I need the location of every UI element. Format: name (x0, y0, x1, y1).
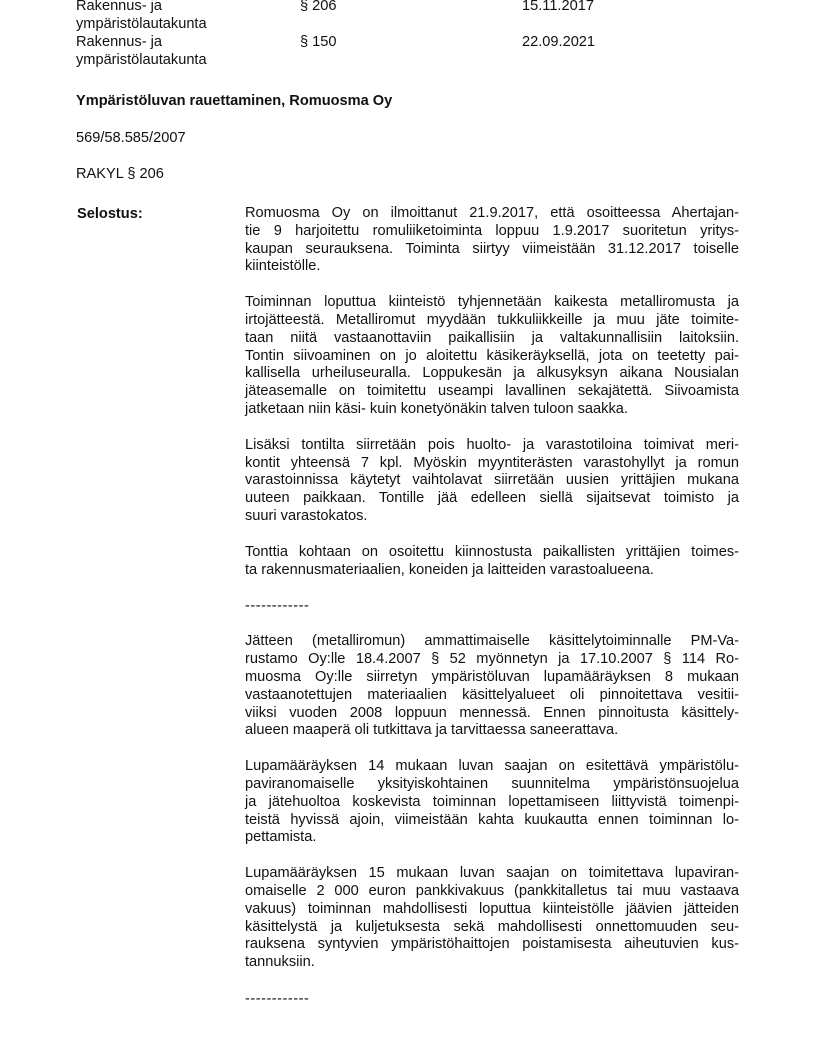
paragraph (245, 294, 739, 419)
paragraph (245, 633, 739, 740)
text-line: Lupamääräyksen 14 mukaan luvan saajan on esitettävä ympäristölu- (245, 758, 739, 775)
paragraph (245, 437, 739, 526)
history-section: § 206 (300, 0, 337, 14)
text-line: muosma Oy:lle siirretyn ympäristöluvan lupamääräyksen 8 mukaan (245, 668, 739, 685)
item-title: Ympäristöluvan rauettaminen, Romuosma Oy (76, 93, 393, 109)
text-line: käsittelystä ja kuljetuksesta sekä mahdollisesti onnettomuuden seu- (245, 918, 739, 935)
history-date: 15.11.2017 (522, 0, 594, 14)
text-line: Jätteen (metalliromun) ammattimaiselle käsittelytoiminnalle PM-Va- (245, 633, 739, 650)
selostus-body (245, 205, 739, 1026)
text-line: jäteasemalle on toimitettu useampi lavallinen sekajätettä. Siivoamista (245, 383, 739, 400)
text-line: tie 9 harjoitettu romuliiketoiminta loppuu 1.9.2017 suoritetun yritys- (245, 222, 739, 239)
text-line: pettamista. (245, 829, 317, 846)
text-line: ta rakennusmateriaalien, koneiden ja laitteiden varastoalueena. (245, 561, 654, 578)
text-line: kaupan seurauksena. Toiminta siirtyy viimeistään 31.12.2017 toiselle (245, 240, 739, 257)
decision-history-table (76, 0, 636, 69)
history-row (76, 33, 636, 69)
text-line: Toiminnan loputtua kiinteistö tyhjennetään kaikesta metalliromusta ja (245, 294, 739, 311)
paragraph (245, 865, 739, 972)
text-line: Lupamääräyksen 15 mukaan luvan saajan on toimitettava lupaviran- (245, 865, 739, 882)
text-line: Lisäksi tontilta siirretään pois huolto- ja varastotiloina toimivat meri- (245, 436, 739, 453)
text-line: jatketaan niin käsi- kuin konetyönäkin talven tuloon saakka. (245, 400, 628, 417)
text-line: omaiselle 2 000 euron pankkivakuus (pankkitalletus tai muu vastaava (245, 882, 739, 899)
separator-line: ------------ (245, 990, 310, 1007)
selostus-label: Selostus: (77, 206, 143, 222)
separator-line: ------------ (245, 598, 310, 615)
text-line: kiinteistölle. (245, 258, 321, 275)
paragraph (245, 544, 739, 580)
section-reference: RAKYL § 206 (76, 166, 164, 182)
text-line: uuteen paikkaan. Tontille jää edelleen siellä sijaitsevat toimisto ja (245, 490, 739, 507)
text-line: vakuus) toiminnan mahdollisesti loputtua kiinteistölle jäävien jätteiden (245, 900, 739, 917)
history-date: 22.09.2021 (522, 34, 596, 50)
text-line: suuri varastokatos. (245, 507, 368, 524)
diary-number: 569/58.585/2007 (76, 130, 186, 146)
text-line: ja jätehuoltoa koskevista toiminnan lopettamiseen liittyvistä toimenpi- (245, 793, 739, 810)
text-line: alueen maaperä oli tutkittava ja tarvittaessa saneerattava. (245, 722, 619, 739)
text-line: Romuosma Oy on ilmoittanut 21.9.2017, että osoitteessa Ahertajan- (245, 205, 739, 221)
history-section: § 150 (300, 34, 337, 50)
text-line: rauksena syntyvien ympäristöhaittojen poistamisesta aiheutuvien kus- (245, 936, 739, 953)
text-line: irtojätteestä. Metalliromut myydään tukkuliikkeille ja muu jäte toimite- (245, 311, 739, 328)
text-line: tannuksiin. (245, 954, 315, 971)
text-line: Tontin siivoaminen on jo aloitettu käsikeräyksellä, jota on teetetty pai- (245, 347, 739, 364)
text-line: kallisella urheiluseuralla. Loppukesän ja alkusyksyn aikana Nousialan (245, 365, 739, 382)
text-line: kontit yhteensä 7 kpl. Myöskin myyntiterästen varastohyllyt ja romun (245, 454, 739, 471)
history-row (76, 0, 636, 33)
history-body: Rakennus- ja ympäristölautakunta (76, 0, 207, 32)
text-line: vastaanotettujen materiaalien käsittelyalueet oli pinnoitettava vesitii- (245, 686, 739, 703)
text-line: taan niitä vastaanottaviin paikallisiin ja valtakunnallisiin laitoksiin. (245, 329, 739, 346)
text-line: viiksi vuoden 2008 loppuun mennessä. Ennen pinnoitusta käsittely- (245, 704, 739, 721)
text-line: varastoinnissa käytetyt vaihtolavat siirretään uusien yrittäjien mukana (245, 472, 739, 489)
text-line: Tonttia kohtaan on osoitettu kiinnostusta paikallisten yrittäjien toimes- (245, 543, 739, 560)
history-body: Rakennus- ja ympäristölautakunta (76, 34, 207, 68)
paragraph (245, 205, 739, 276)
text-line: paviranomaiselle yksityiskohtainen suunnitelma ympäristönsuojelua (245, 775, 739, 792)
paragraph (245, 758, 739, 847)
text-line: teistä hyvissä ajoin, viimeistään kahta kuukautta ennen toiminnan lo- (245, 811, 739, 828)
text-line: rustamo Oy:lle 18.4.2007 § 52 myönnetyn ja 17.10.2007 § 114 Ro- (245, 651, 739, 668)
